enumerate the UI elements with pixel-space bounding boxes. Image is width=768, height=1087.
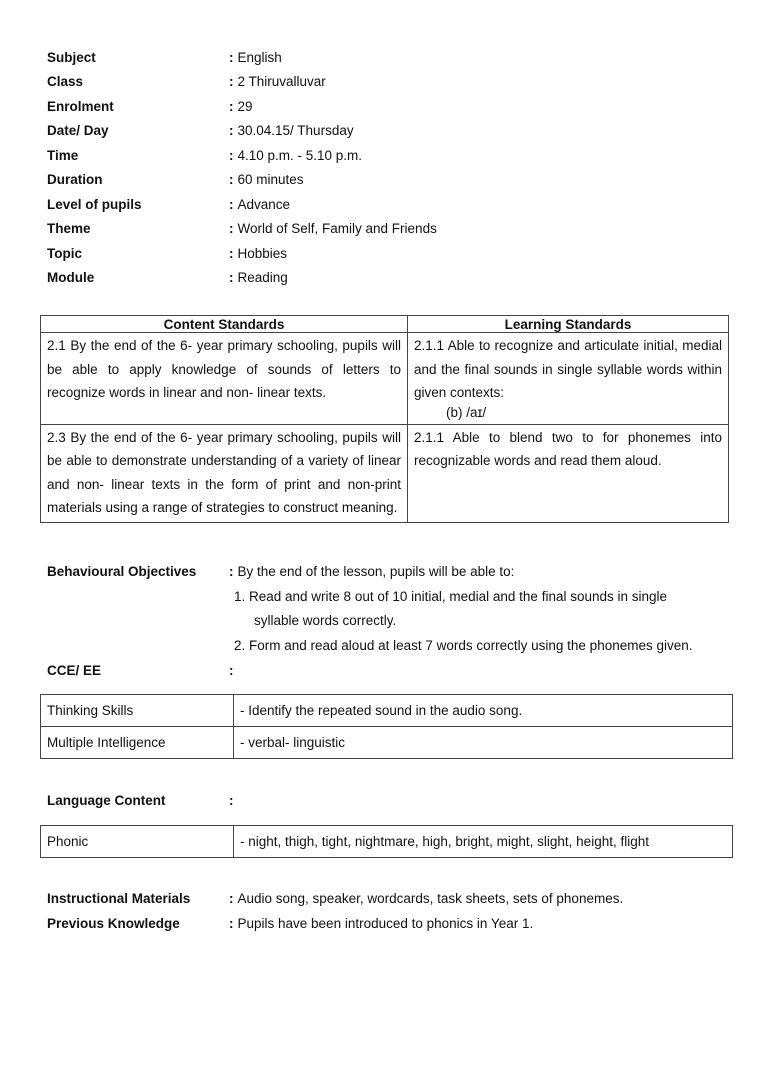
phonic-value: - night, thigh, tight, nightmare, high, bright, might, slight, height, flight	[234, 826, 733, 858]
info-label: Time	[47, 147, 79, 163]
info-row-topic	[47, 241, 727, 266]
standards-table	[40, 315, 729, 523]
cce-row-value: - verbal- linguistic	[234, 727, 733, 759]
info-colon: :	[229, 123, 234, 139]
learning-standard-text: 2.1.1 Able to recognize and articulate initial, medial and the final sounds in single syllable words within given contexts:	[414, 338, 722, 400]
info-label: Level of pupils	[47, 196, 142, 212]
info-value: English	[237, 49, 282, 65]
info-colon: :	[229, 74, 234, 90]
objective-1-line-1: 1. Read and write 8 out of 10 initial, medial and the final sounds in single	[234, 588, 668, 604]
info-row-time	[47, 143, 727, 168]
cce-row	[41, 727, 733, 759]
phonic-row	[41, 826, 733, 858]
info-value: 29	[237, 98, 253, 114]
lesson-info	[47, 45, 727, 290]
cce-row	[41, 695, 733, 727]
info-row-level	[47, 192, 727, 217]
info-value: Advance	[237, 196, 291, 212]
info-label: Duration	[47, 172, 103, 188]
content-standard-cell	[41, 424, 408, 522]
info-colon: :	[229, 49, 234, 65]
previous-knowledge	[47, 916, 737, 931]
cce-colon: :	[229, 663, 234, 678]
info-row-module	[47, 266, 727, 291]
cce-row-label: Multiple Intelligence	[41, 727, 234, 759]
info-label: Date/ Day	[47, 123, 109, 139]
behavioural-intro: By the end of the lesson, pupils will be able to:	[237, 564, 515, 579]
behavioural-objectives	[47, 560, 737, 658]
cce-row-value: - Identify the repeated sound in the audio song.	[234, 695, 733, 727]
previous-knowledge-colon: :	[229, 916, 234, 931]
content-standard-cell	[41, 333, 408, 425]
language-content-colon: :	[229, 793, 234, 808]
cce-label: CCE/ EE	[47, 663, 102, 678]
info-colon: :	[229, 98, 234, 114]
info-label: Subject	[47, 49, 96, 65]
info-row-class	[47, 70, 727, 95]
info-colon: :	[229, 270, 234, 286]
learning-standards-header: Learning Standards	[408, 316, 729, 333]
content-standard-text: 2.1 By the end of the 6- year primary schooling, pupils will be able to apply knowledge of sounds of letters to recognize words in linear and non- linear texts.	[47, 338, 401, 400]
info-row-subject	[47, 45, 727, 70]
learning-standard-sub: (b) /aɪ/	[446, 404, 487, 420]
instructional-materials	[47, 891, 737, 906]
learning-standard-cell	[408, 424, 729, 522]
info-row-theme	[47, 217, 727, 242]
previous-knowledge-label: Previous Knowledge	[47, 916, 180, 931]
objective-1-line-2: syllable words correctly.	[254, 613, 397, 628]
info-row-enrolment	[47, 94, 727, 119]
behavioural-label: Behavioural Objectives	[47, 564, 197, 579]
previous-knowledge-value: Pupils have been introduced to phonics in Year 1.	[237, 916, 534, 931]
info-label: Enrolment	[47, 98, 114, 114]
standards-header-row	[41, 316, 729, 333]
language-content-label: Language Content	[47, 793, 166, 808]
behavioural-row	[47, 560, 737, 658]
objective-1	[229, 585, 737, 634]
info-row-date	[47, 119, 727, 144]
info-value: Reading	[237, 270, 288, 286]
info-label: Theme	[47, 221, 91, 237]
info-label: Module	[47, 270, 95, 286]
content-standard-text: 2.3 By the end of the 6- year primary schooling, pupils will be able to demonstrate understanding of a variety of linear and non- linear texts in the form of print and non-print materials using a range of strategies to construct meaning.	[47, 429, 401, 515]
learning-standard-cell	[408, 333, 729, 425]
info-colon: :	[229, 196, 234, 212]
cce-table	[40, 694, 733, 759]
standards-row	[41, 333, 729, 425]
info-label: Topic	[47, 245, 82, 261]
behavioural-intro-line	[229, 560, 737, 585]
objective-2: 2. Form and read aloud at least 7 words correctly using the phonemes given.	[234, 637, 693, 653]
info-value: Hobbies	[237, 245, 288, 261]
standards-row	[41, 424, 729, 522]
behavioural-colon: :	[229, 564, 234, 579]
instructional-materials-label: Instructional Materials	[47, 891, 191, 906]
info-colon: :	[229, 172, 234, 188]
language-content-table	[40, 825, 733, 858]
info-colon: :	[229, 245, 234, 261]
info-colon: :	[229, 147, 234, 163]
info-value: 4.10 p.m. - 5.10 p.m.	[237, 147, 363, 163]
cce-row-label: Thinking Skills	[41, 695, 234, 727]
info-value: 30.04.15/ Thursday	[237, 123, 354, 139]
info-label: Class	[47, 74, 84, 90]
info-value: World of Self, Family and Friends	[237, 221, 437, 237]
info-colon: :	[229, 221, 234, 237]
content-standards-header: Content Standards	[41, 316, 408, 333]
instructional-materials-value: Audio song, speaker, wordcards, task sheets, sets of phonemes.	[237, 891, 624, 906]
behavioural-body	[229, 560, 737, 658]
instructional-materials-colon: :	[229, 891, 234, 906]
phonic-label: Phonic	[41, 826, 234, 858]
info-row-duration	[47, 168, 727, 193]
info-value: 60 minutes	[237, 172, 304, 188]
info-value: 2 Thiruvalluvar	[237, 74, 326, 90]
learning-standard-text: 2.1.1 Able to blend two to for phonemes into recognizable words and read them aloud.	[414, 429, 722, 468]
